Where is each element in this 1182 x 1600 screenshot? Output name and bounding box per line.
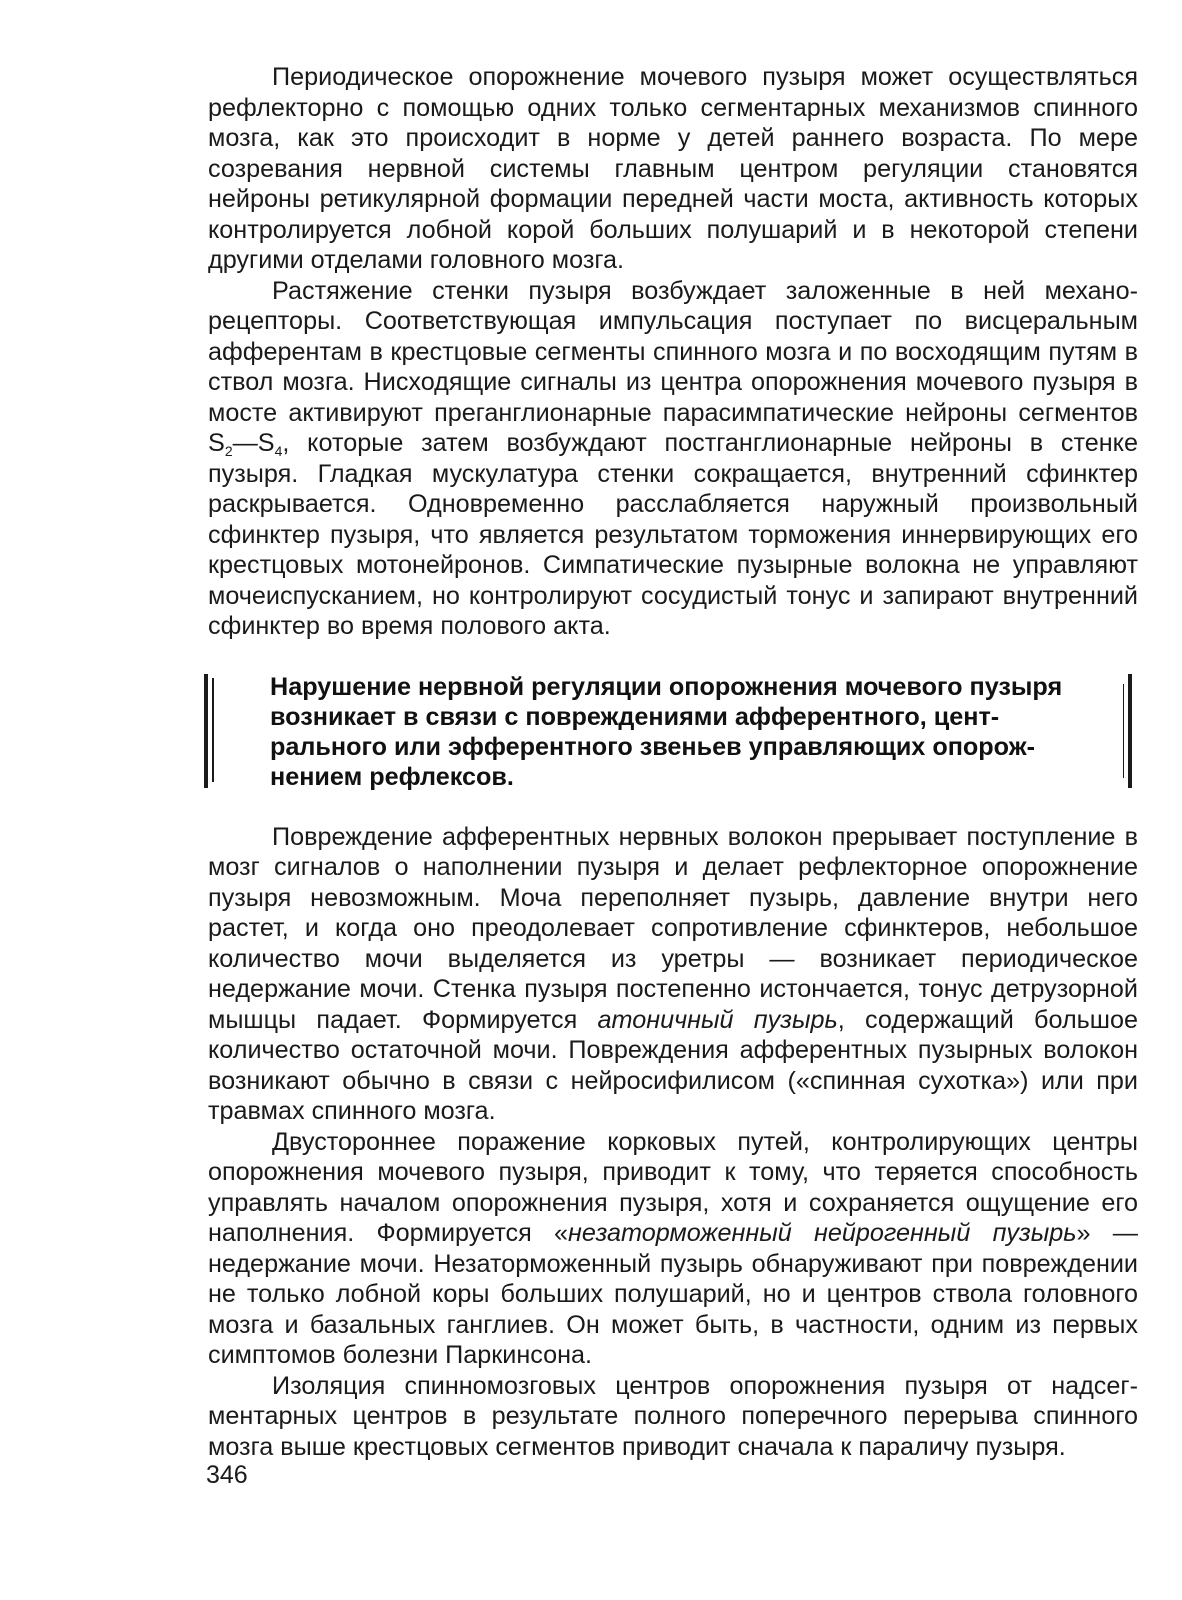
page-body (208, 62, 1138, 1462)
paragraph-2-text-b: , которые затем возбуждают постганглионарные нейроны в стенке пузыря. Гладкая мускулатура стенки сокращается, внутренний сфинктер раскрывается. Одновременно расслабляется наружный произвольный сфинктер пузыря, что является результатом торможения иннервирующих его крестцовых мотонейронов. Симпатические пузырные волокна не управляют мочеиспусканием, но контролируют сосудистый тонус и запирают внутренний сфинктер во время полового акта. (208, 429, 1138, 640)
atonic-bladder-term: атоничный пузырь (597, 1005, 838, 1034)
callout-right-thin-bar (1123, 684, 1125, 778)
paragraph-2 (208, 276, 1138, 642)
callout-right-bar (1128, 674, 1132, 788)
paragraph-5 (208, 1371, 1138, 1463)
paragraph-2-text-a: Растяжение стенки пузыря возбуждает заложенные в ней механорецепторы. Соответствующая импульсация поступает по висцеральным афферентам в крестцовые сегменты спинного мозга и по восходящим путям в ствол мозга. Нисходящие сигналы из центра опорожнения мочевого пузыря в мосте активируют преганглионарные парасимпатические нейроны сегментов S (208, 276, 1138, 457)
paragraph-4-text-a: Двустороннее поражение корковых путей, контролирующих центры опорожнения мочевого пузыря, приводит к тому, что теряется способность управлять началом опорожнения пузыря, хотя и сохраняется ощущение его наполнения. Формируется « (208, 1127, 1138, 1247)
paragraph-4 (208, 1127, 1138, 1371)
callout-left-thin-bar (212, 678, 214, 782)
paragraph-1 (208, 62, 1138, 276)
callout-left-bar (204, 674, 208, 788)
highlight-box (204, 672, 1138, 792)
subscript-2: 2 (224, 443, 233, 459)
paragraph-5-text: Изоляция спинномозговых центров опорожнения пузыря от надсегментарных центров в результате полного поперечного перерыва спинного мозга выше крестцовых сегментов приводит сначала к параличу пузыря. (208, 1371, 1138, 1461)
paragraph-3-text-b: , содержащий большое количество остаточной мочи. Повреждения афферентных пузырных волокон возникают обычно в связи с нейросифилисом («спинная сухотка») или при травмах спинного мозга. (208, 1005, 1138, 1125)
uninhibited-bladder-term: незаторможенный нейрогенный пузырь (568, 1219, 1077, 1247)
paragraph-3 (208, 822, 1138, 1127)
callout-text: Нарушение нервной регуляции опорожнения мочевого пузыря возникает в связи с повреждениями афферентного, центрального или эфферентного звеньев управляющих опорожнением рефлексов. (270, 672, 1063, 791)
paragraph-3-text-a: Повреждение афферентных нервных волокон прерывает поступление в мозг сигналов о наполнении пузыря и делает рефлекторное опорожнение пузыря невозможным. Моча переполняет пузырь, давление внутри него растет, и когда оно преодолевает сопротивление сфинктеров, небольшое количество мочи выделяется из уретры — возникает периодическое недержание мочи. Стенка пузыря постепенно истончается, тонус детрузорной мышцы падает. Формируется (208, 822, 1138, 1034)
segment-dash: —S (232, 429, 275, 457)
subscript-4: 4 (274, 443, 283, 459)
paragraph-1-text: Периодическое опорожнение мочевого пузыря может осуществляться рефлекторно с помощью одних только сегментарных механизмов спинного мозга, как это происходит в норме у детей раннего возраста. По мере созревания нервной системы главным центром регуляции становятся нейроны ретикулярной формации передней части моста, активность которых контролируется лобной корой больших полушарий и в некоторой степени другими отделами головного мозга. (208, 63, 1138, 274)
paragraph-4-text-b: » — недержание мочи. Незаторможенный пузырь обнаруживают при повреждении не только лобной коры больших полушарий, но и центров ствола головного мозга и базальных ганглиев. Он может быть, в частности, одним из первых симптомов болезни Паркинсона. (208, 1219, 1138, 1369)
page-number: 346 (206, 1461, 248, 1489)
